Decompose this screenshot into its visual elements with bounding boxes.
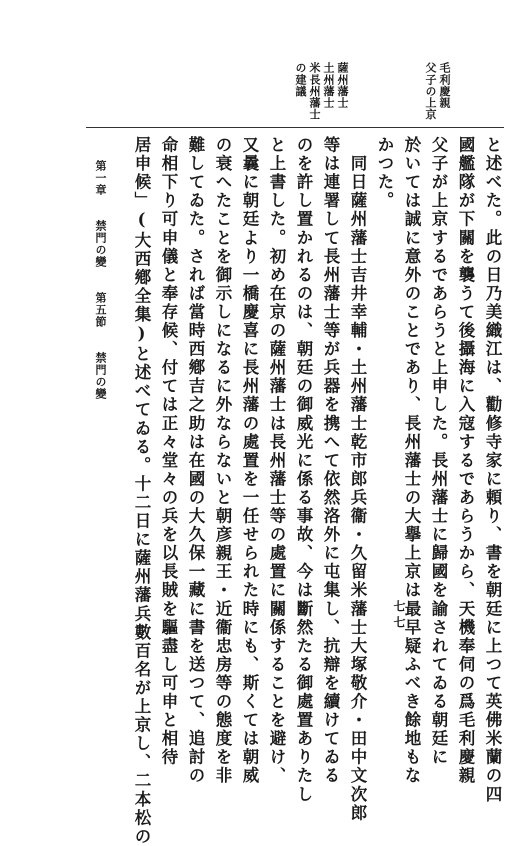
headnote-line: 父子の上京	[424, 62, 437, 120]
body-column: と上書した。初め在京の薩州藩士は長州藩士等の處置に關係することを避け、	[267, 136, 286, 786]
headnote-line: 土州藩士	[322, 62, 335, 109]
page-number: 七七	[392, 600, 406, 632]
body-column: のを許し置かれるのは、朝廷の御威光に係る事故、今は斷然たる御處置ありたし	[294, 136, 313, 804]
body-column: と述べた。此の日乃美織江は、勸修寺家に頼り、書を朝廷に上つて英佛米蘭の四	[483, 136, 502, 804]
body-column: かつた。	[375, 136, 394, 211]
headnote-line: 米長州藩士	[308, 62, 321, 120]
body-column: の衰へたことを御示しになるに外ならないと朝彦親王・近衞忠房等の態度を非	[213, 136, 232, 786]
header-rule	[86, 127, 504, 128]
body-column: 又曩に朝廷より一橋慶喜に長州藩の處置を一任せられた時にも、斯くては朝威	[240, 136, 259, 786]
body-column: 同日薩州藩士吉井幸輔・土州藩士乾市郎兵衞・久留米藩士大塚敬介・田中文次郎	[348, 136, 367, 823]
headnote-line: 毛利慶親	[438, 62, 451, 109]
headnote-line: の建議	[294, 62, 307, 97]
body-column: 居申候」(大西鄕全集)と述べてゐる。十二日に薩州藩兵數百名が上京し、二本松の	[132, 136, 151, 846]
headnote-line: 薩州藩士	[336, 62, 349, 109]
body-column: 難してゐた。されば當時西鄕吉之助は在國の大久保一藏に書を送つて、追討の	[186, 136, 205, 786]
body-column: 等は連署して長州藩士等が兵器を携へて依然洛外に屯集し、抗辯を續けてゐる	[321, 136, 340, 786]
running-head	[90, 160, 106, 490]
chapter-title: 禁門の變	[94, 220, 107, 268]
section-number: 第五節	[94, 292, 107, 328]
body-column: 父子が上京するであらうと上申した。長州藩士に歸國を諭されてゐる朝廷に	[429, 136, 448, 767]
body-column: 命相下り可申儀と奉存候、付ては正々堂々の兵を以長賊を驅盡し可申と相待	[159, 136, 178, 767]
section-title: 禁門の變	[94, 352, 107, 400]
body-column: 於いては誠に意外のことであり、長州藩士の大擧上京は最早疑ふべき餘地もな	[402, 136, 421, 786]
body-column: 國艦隊が下關を襲うて後攝海に入寇するであらうから、天機奉伺の爲毛利慶親	[456, 136, 475, 786]
chapter-number: 第一章	[94, 160, 107, 196]
